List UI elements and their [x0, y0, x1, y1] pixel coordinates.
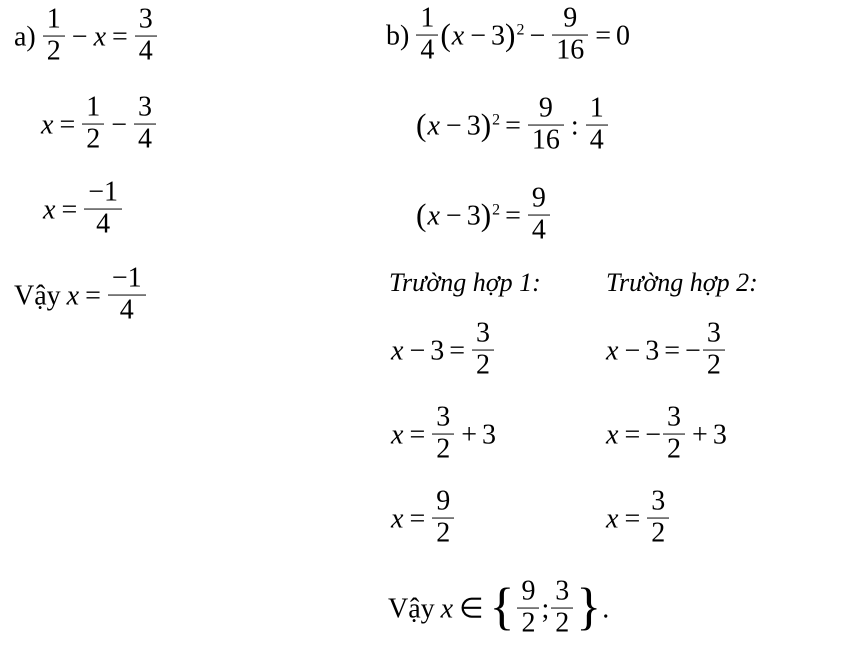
numerator: 3 — [651, 485, 666, 517]
variable: x — [391, 503, 404, 535]
fraction — [432, 401, 454, 465]
parenthesis: ) — [480, 197, 492, 233]
denominator: 4 — [589, 124, 604, 156]
text: . — [602, 593, 610, 625]
brace: } — [576, 579, 602, 636]
text: Vậy — [14, 280, 61, 312]
equation-b-conclusion — [388, 575, 610, 641]
operator: − — [470, 20, 487, 52]
denominator: 4 — [420, 34, 435, 66]
numerator: 3 — [667, 401, 682, 433]
operator: − — [685, 335, 701, 367]
variable: x — [451, 20, 465, 52]
variable: x — [427, 110, 440, 142]
numerator: 9 — [521, 575, 536, 607]
operator: = — [112, 21, 128, 53]
text: : — [570, 110, 579, 142]
denominator: 4 — [138, 35, 153, 67]
text: 3 — [430, 335, 445, 367]
parenthesis: ( — [416, 107, 427, 143]
operator: = — [664, 335, 681, 367]
equation-b-line2 — [416, 92, 610, 158]
numerator: 1 — [589, 92, 604, 124]
denominator: 2 — [436, 517, 451, 549]
operator: = — [624, 419, 641, 451]
text: 3 — [491, 20, 506, 52]
parenthesis: ( — [416, 197, 427, 233]
denominator: 2 — [521, 607, 536, 639]
denominator: 2 — [476, 349, 491, 381]
denominator: 16 — [531, 124, 560, 156]
equation-a-line3 — [42, 176, 124, 242]
variable: x — [66, 280, 80, 312]
text: 3 — [466, 110, 481, 142]
numerator: 3 — [476, 317, 491, 349]
case1-header: Trường hợp 1: — [389, 268, 541, 297]
operator: − — [529, 20, 546, 52]
denominator: 4 — [119, 294, 134, 326]
equation-case2-row2 — [605, 401, 727, 467]
numerator: 9 — [563, 2, 578, 34]
operator: = — [59, 109, 76, 141]
fraction — [134, 91, 156, 155]
numerator: 9 — [538, 92, 553, 124]
text: 3 — [645, 335, 660, 367]
operator: − — [445, 200, 462, 232]
numerator: −1 — [88, 176, 119, 208]
equation-case2-row3 — [605, 485, 671, 551]
superscript: 2 — [492, 201, 501, 219]
numerator: 9 — [436, 485, 451, 517]
variable: x — [43, 194, 56, 226]
variable: x — [606, 335, 619, 367]
variable: x — [391, 419, 404, 451]
case2-header: Trường hợp 2: — [606, 268, 758, 297]
operator: = — [61, 194, 78, 226]
fraction — [551, 575, 573, 639]
variable: x — [93, 21, 106, 53]
denominator: 2 — [667, 433, 682, 465]
denominator: 2 — [436, 433, 451, 465]
denominator: 2 — [46, 35, 61, 67]
fraction — [703, 317, 725, 381]
equation-case2-row1 — [605, 317, 727, 383]
equation-b-line3 — [416, 182, 552, 248]
fraction — [416, 2, 438, 66]
numerator: 1 — [46, 3, 61, 35]
fraction — [663, 401, 685, 465]
operator: = — [624, 503, 641, 535]
operator: − — [71, 21, 88, 53]
numerator: 1 — [86, 91, 101, 123]
operator: − — [645, 419, 662, 451]
operator: ∈ — [459, 593, 484, 625]
fraction — [432, 485, 454, 549]
fraction — [43, 3, 65, 67]
fraction — [82, 91, 104, 155]
operator: = — [595, 20, 612, 52]
denominator: 2 — [651, 517, 666, 549]
variable: x — [427, 200, 440, 232]
text: 3 — [466, 200, 481, 232]
numerator: 3 — [706, 317, 721, 349]
operator: = — [85, 280, 101, 312]
numerator: 3 — [436, 401, 451, 433]
text: a) — [14, 21, 36, 53]
text: Vậy — [388, 593, 435, 625]
fraction — [647, 485, 669, 549]
text: b) — [386, 20, 410, 52]
operator: = — [505, 110, 521, 142]
text: 3 — [482, 419, 497, 451]
operator: − — [409, 335, 426, 367]
numerator: −1 — [111, 262, 142, 294]
text: 3 — [712, 419, 727, 451]
fraction — [472, 317, 494, 381]
numerator: 3 — [138, 3, 153, 35]
equation-case1-row1 — [390, 317, 496, 383]
parenthesis: ( — [440, 17, 451, 53]
equation-a-line2 — [40, 91, 158, 157]
superscript: 2 — [492, 111, 501, 129]
variable: x — [606, 503, 619, 535]
operator: − — [624, 335, 641, 367]
denominator: 16 — [556, 34, 585, 66]
denominator: 2 — [86, 123, 101, 155]
fraction — [108, 262, 146, 326]
variable: x — [440, 593, 454, 625]
fraction — [528, 92, 564, 156]
denominator: 2 — [555, 607, 570, 639]
numerator: 1 — [420, 2, 435, 34]
operator: − — [111, 109, 128, 141]
fraction — [84, 176, 122, 240]
variable: x — [391, 335, 404, 367]
denominator: 2 — [706, 349, 721, 381]
operator: − — [445, 110, 462, 142]
denominator: 4 — [531, 214, 546, 246]
brace: { — [489, 579, 515, 636]
equation-b-line1 — [386, 2, 631, 68]
operator: = — [409, 503, 426, 535]
parenthesis: ) — [505, 17, 516, 53]
fraction — [517, 575, 539, 639]
fraction — [528, 182, 550, 246]
fraction — [135, 3, 157, 67]
denominator: 4 — [96, 208, 111, 240]
denominator: 4 — [138, 123, 153, 155]
variable: x — [606, 419, 619, 451]
text: ; — [541, 593, 550, 625]
superscript: 2 — [516, 21, 525, 39]
fraction — [586, 92, 608, 156]
operator: + — [692, 419, 708, 451]
operator: = — [449, 335, 466, 367]
operator: + — [461, 419, 478, 451]
numerator: 9 — [531, 182, 546, 214]
numerator: 3 — [555, 575, 570, 607]
fraction — [552, 2, 588, 66]
parenthesis: ) — [480, 107, 492, 143]
numerator: 3 — [138, 91, 153, 123]
equation-a-conclusion — [14, 262, 148, 328]
variable: x — [41, 109, 54, 141]
equation-case1-row2 — [390, 401, 497, 467]
equation-a-line1 — [14, 3, 159, 69]
text: 0 — [616, 20, 631, 52]
equation-case1-row3 — [390, 485, 456, 551]
operator: = — [505, 200, 521, 232]
operator: = — [409, 419, 426, 451]
